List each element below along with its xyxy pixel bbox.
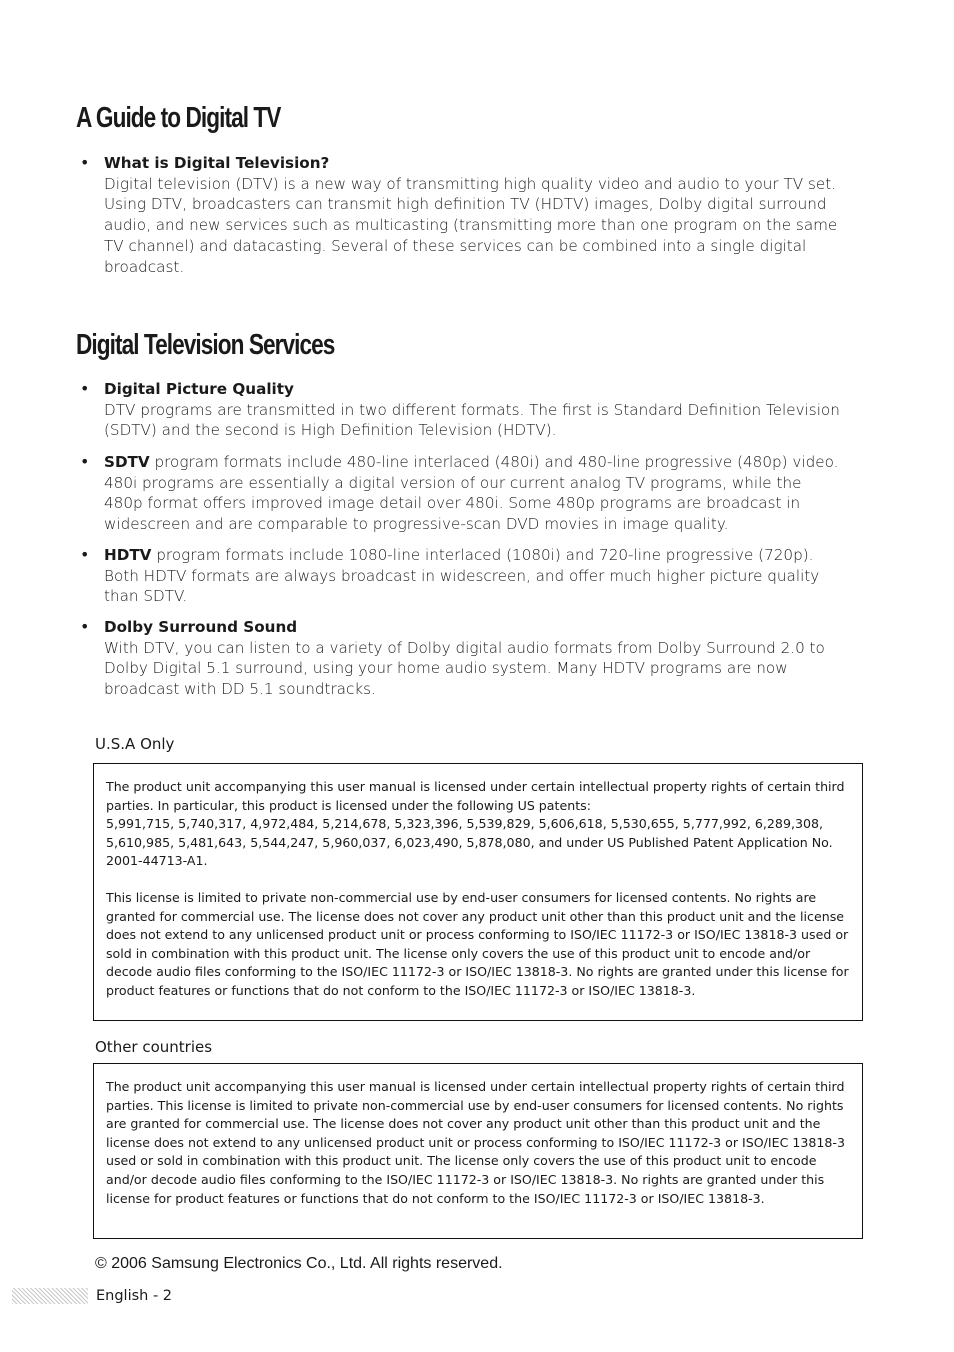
usa-license-box xyxy=(93,763,863,1021)
other-license-terms: The product unit accompanying this user manual is licensed under certain intellectual property rights of certain third parties. This license is limited to private non-commercial use by end-user consumers for licensed contents. No rights are granted for commercial use. The license does not cover any product unit other than this product unit and the license does not extend to any unlicensed product unit or process conforming to ISO/IEC 11172-3 or ISO/IEC 13818-3 used or sold in combination with this product unit. The license only covers the use of this product unit to encode and/or decode audio files conforming to the ISO/IEC 11172-3 or ISO/IEC 13818-3. No rights are granted under this license for product features or functions that do not conform to the ISO/IEC 11172-3 or ISO/IEC 13818-3. xyxy=(106,1079,845,1206)
other-license-box xyxy=(93,1063,863,1239)
page-number: English - 2 xyxy=(96,1288,173,1304)
item-text: DTV programs are transmitted in two different formats. The first is Standard Definition Television (SDTV) and the second is High Definition Television (HDTV). xyxy=(104,400,840,440)
bullet-icon: • xyxy=(80,379,90,398)
item-title: What is Digital Television? xyxy=(104,154,330,172)
item-title: Dolby Surround Sound xyxy=(104,618,298,636)
bullet-icon: • xyxy=(80,452,90,471)
item-text: program formats include 1080-line interlaced (1080i) and 720-line progressive (720p). Both HDTV formats are always broadcast in widescreen, and offer much higher picture quality than SDTV. xyxy=(104,546,820,606)
footer-pattern-bar xyxy=(12,1288,88,1304)
item-lead: HDTV xyxy=(104,546,152,564)
bullet-icon: • xyxy=(80,153,90,172)
copyright: © 2006 Samsung Electronics Co., Ltd. All rights reserved. xyxy=(95,1255,503,1272)
usa-license-terms: This license is limited to private non-commercial use by end-user consumers for licensed contents. No rights are granted for commercial use. The license does not cover any product unit other than this product unit and the license does not extend to any unlicensed product unit or process conforming to ISO/IEC 11172-3 or ISO/IEC 13818-3 used or sold in combination with this product unit. The license only covers the use of this product unit to encode and/or decode audio files conforming to the ISO/IEC 11172-3 or ISO/IEC 13818-3. No rights are granted under this license for product features or functions that do not conform to the ISO/IEC 11172-3 or ISO/IEC 13818-3. xyxy=(106,889,849,998)
item-text: program formats include 480-line interlaced (480i) and 480-line progressive (480p) video. 480i programs are essentially a digital version of our current analog TV programs, while the 480p format offers improved image detail over 480i. Some 480p programs are broadcast in widescreen and are comparable to progressive-scan DVD movies in image quality. xyxy=(104,453,839,534)
section-title: Digital Television Services xyxy=(76,329,335,361)
item-title: Digital Picture Quality xyxy=(104,380,294,398)
other-countries-label: Other countries xyxy=(95,1038,213,1056)
list-item-sdtv xyxy=(104,452,844,535)
list-item-hdtv xyxy=(104,545,844,607)
item-text: Digital television (DTV) is a new way of transmitting high quality video and audio to your TV set. Using DTV, broadcasters can transmit high definition TV (HDTV) images, Dolby digital surround audio, and new services such as multicasting (transmitting more than one program on the same TV channel) and datacasting. Several of these services can be combined into a single digital broadcast. xyxy=(104,174,838,276)
list-item-what-is-dtv xyxy=(104,153,844,277)
usa-patent-list: 5,991,715, 5,740,317, 4,972,484, 5,214,678, 5,323,396, 5,539,829, 5,606,618, 5,530,655, 5,777,992, 6,289,308, 5,610,985, 5,481,643, 5,544,247, 5,960,037, 6,023,490, 5,878,080, and under US Published Patent Application No. 2001-44713-A1. xyxy=(106,816,833,869)
usa-label: U.S.A Only xyxy=(95,735,175,753)
usa-license-intro: The product unit accompanying this user manual is licensed under certain intellectual property rights of certain third parties. In particular, this product is licensed under the following US patents: xyxy=(106,779,845,813)
item-text: With DTV, you can listen to a variety of Dolby digital audio formats from Dolby Surround 2.0 to Dolby Digital 5.1 surround, using your home audio system. Many HDTV programs are now broadcast with DD 5.1 soundtracks. xyxy=(104,638,825,699)
page-title: A Guide to Digital TV xyxy=(76,102,281,134)
list-item-picture-quality xyxy=(104,379,844,441)
list-item-dolby xyxy=(104,617,844,700)
bullet-icon: • xyxy=(80,617,90,636)
bullet-icon: • xyxy=(80,545,90,564)
item-lead: SDTV xyxy=(104,453,150,471)
